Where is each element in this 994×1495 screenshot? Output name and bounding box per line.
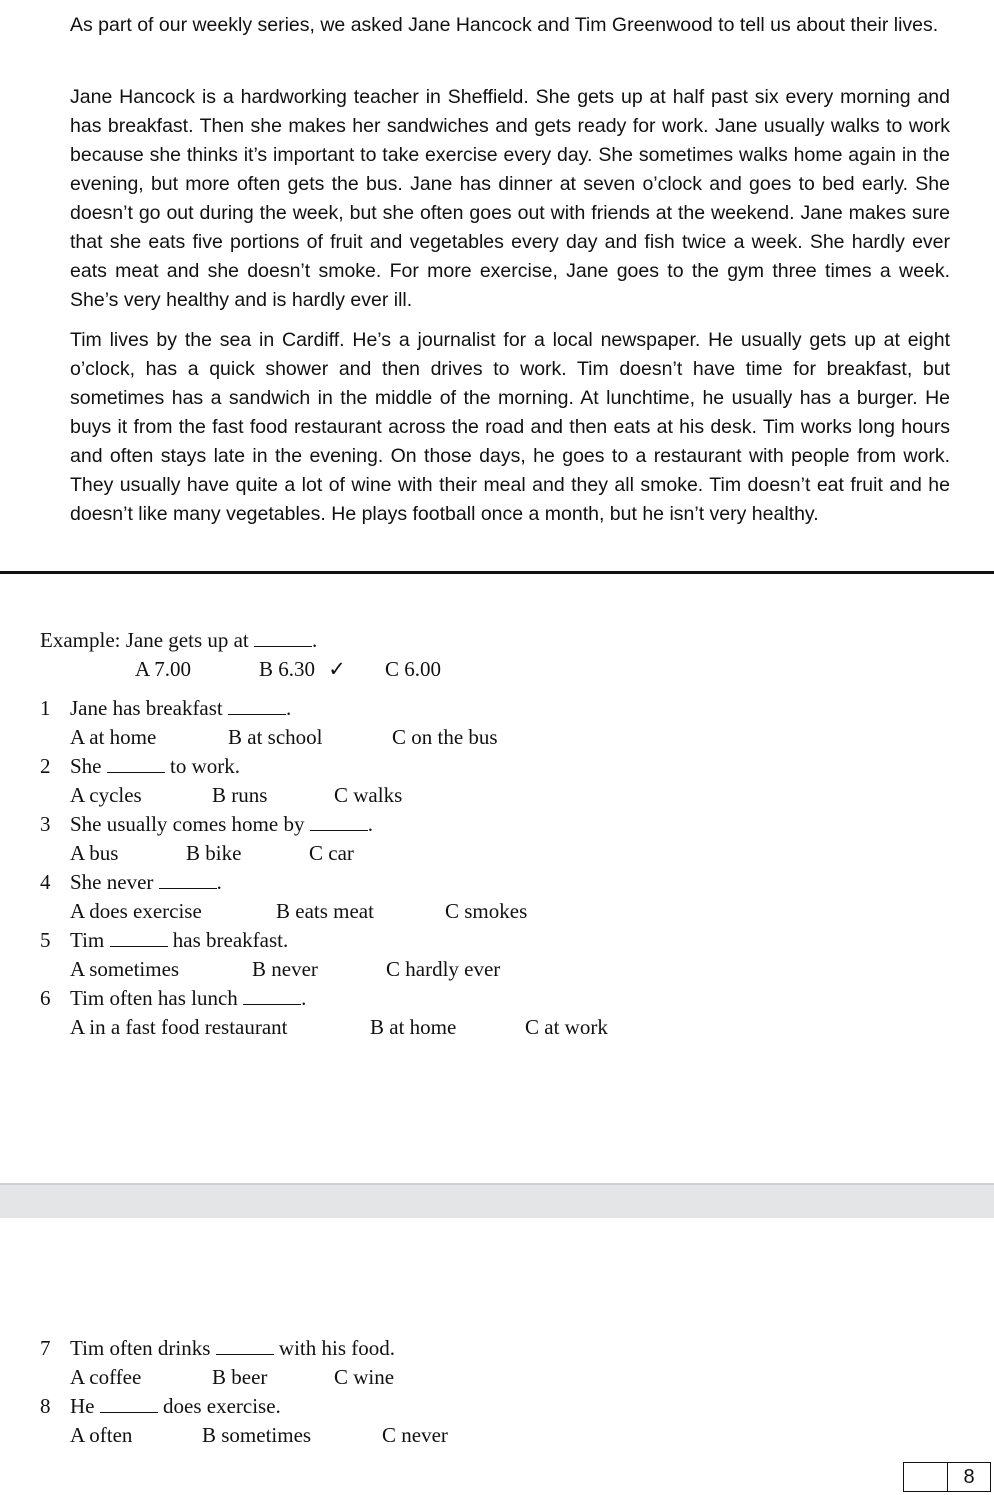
question-4-option-a: A does exercise [70, 899, 202, 923]
question-1-option-a: A at home [70, 725, 157, 749]
passage-intro: As part of our weekly series, we asked Jane Hancock and Tim Greenwood to tell us about their lives. [70, 14, 939, 36]
question-5-pre: Tim [70, 928, 105, 952]
question-5-option-c: C hardly ever [386, 957, 501, 981]
question-4-number: 4 [40, 870, 51, 894]
question-8-option-b: B sometimes [202, 1423, 312, 1447]
question-8-stem [70, 1394, 281, 1419]
example-blank [254, 628, 312, 647]
question-5-option-b: B never [252, 957, 318, 981]
question-6-blank [243, 986, 301, 1005]
question-7-option-c: C wine [334, 1365, 395, 1389]
question-7-pre: Tim often drinks [70, 1336, 211, 1360]
question-8-blank [100, 1394, 158, 1413]
question-4-option-c: C smokes [445, 899, 528, 923]
question-2-stem [70, 754, 240, 779]
section-divider [0, 571, 994, 574]
question-1-option-c: C on the bus [392, 725, 498, 749]
question-8-number: 8 [40, 1394, 51, 1418]
example-option-b-text: B 6.30 [259, 657, 316, 681]
question-4-option-b: B eats meat [276, 899, 374, 923]
question-3-post: . [367, 812, 373, 836]
question-1-option-b: B at school [228, 725, 323, 749]
question-1-stem [70, 696, 291, 721]
question-7-stem [70, 1336, 395, 1361]
question-6-number: 6 [40, 986, 51, 1010]
question-6-option-b: B at home [370, 1015, 457, 1039]
question-8-pre: He [70, 1394, 95, 1418]
question-6-stem [70, 986, 306, 1011]
question-3-option-b: B bike [186, 841, 242, 865]
question-2-option-c: C walks [334, 783, 403, 807]
question-3-option-c: C car [309, 841, 354, 865]
question-6-post: . [301, 986, 307, 1010]
score-entry-cell[interactable] [904, 1463, 948, 1491]
question-7-option-a: A coffee [70, 1365, 142, 1389]
question-5-number: 5 [40, 928, 51, 952]
question-2-blank [107, 754, 165, 773]
question-2-option-a: A cycles [70, 783, 142, 807]
question-2-number: 2 [40, 754, 51, 778]
score-box [903, 1462, 991, 1492]
question-2-pre: She [70, 754, 102, 778]
question-4-pre: She never [70, 870, 154, 894]
question-5-post: has breakfast. [172, 928, 289, 952]
question-2-option-b: B runs [212, 783, 268, 807]
question-3-pre: She usually comes home by [70, 812, 305, 836]
example-stem [40, 628, 317, 653]
question-6-pre: Tim often has lunch [70, 986, 238, 1010]
question-4-stem [70, 870, 222, 895]
question-8-option-c: C never [382, 1423, 448, 1447]
question-6-option-a: A in a fast food restaurant [70, 1015, 288, 1039]
example-stem-end: . [312, 628, 318, 652]
question-4-blank [159, 870, 217, 889]
question-3-number: 3 [40, 812, 51, 836]
question-1-post: . [286, 696, 292, 720]
question-1-pre: Jane has breakfast [70, 696, 223, 720]
passage-jane: Jane Hancock is a hardworking teacher in Sheffield. She gets up at half past six every morning and has breakfast. Then she makes her sandwiches and gets ready for work. Jane usually walks to work because she thinks it’s important to take exercise every day. She sometimes walks home again in the evening, but more often gets the bus. Jane has dinner at seven o’clock and goes to bed early. She doesn’t go out during the week, but she often goes out with friends at the weekend. Jane makes sure that she eats five portions of fruit and vegetables every day and fish twice a week. She hardly ever eats meat and she doesn’t smoke. For more exercise, Jane goes to the gym three times a week. She’s very healthy and is hardly ever ill. [70, 86, 950, 311]
question-6-option-c: C at work [525, 1015, 608, 1039]
question-5-stem [70, 928, 288, 953]
question-7-blank [216, 1336, 274, 1355]
question-1-number: 1 [40, 696, 51, 720]
score-total: 8 [963, 1466, 975, 1488]
question-8-post: does exercise. [163, 1394, 281, 1418]
question-8-option-a: A often [70, 1423, 133, 1447]
example-option-b [259, 657, 346, 682]
question-4-post: . [216, 870, 222, 894]
example-stem-text: Example: Jane gets up at [40, 628, 249, 652]
example-option-c: C 6.00 [385, 657, 442, 681]
question-3-option-a: A bus [70, 841, 119, 865]
question-5-blank [110, 928, 168, 947]
question-1-blank [228, 696, 286, 715]
passage-tim: Tim lives by the sea in Cardiff. He’s a journalist for a local newspaper. He usually gets up at eight o’clock, has a quick shower and then drives to work. Tim doesn’t have time for breakfast, but sometimes has a sandwich in the middle of the morning. At lunchtime, he usually has a burger. He buys it from the fast food restaurant across the road and then eats at his desk. Tim works long hours and often stays late in the evening. On those days, he goes to a restaurant with people from work. They usually have quite a lot of wine with their meal and they all smoke. Tim doesn’t eat fruit and he doesn’t like many vegetables. He plays football once a month, but he isn’t very healthy. [70, 329, 950, 525]
question-3-blank [310, 812, 368, 831]
question-2-post: to work. [170, 754, 240, 778]
question-7-option-b: B beer [212, 1365, 268, 1389]
checkmark-icon: ✓ [328, 657, 346, 681]
question-7-number: 7 [40, 1336, 51, 1360]
question-7-post: with his food. [278, 1336, 396, 1360]
question-5-option-a: A sometimes [70, 957, 180, 981]
example-option-a: A 7.00 [135, 657, 192, 681]
question-3-stem [70, 812, 373, 837]
page-break [0, 1183, 994, 1218]
